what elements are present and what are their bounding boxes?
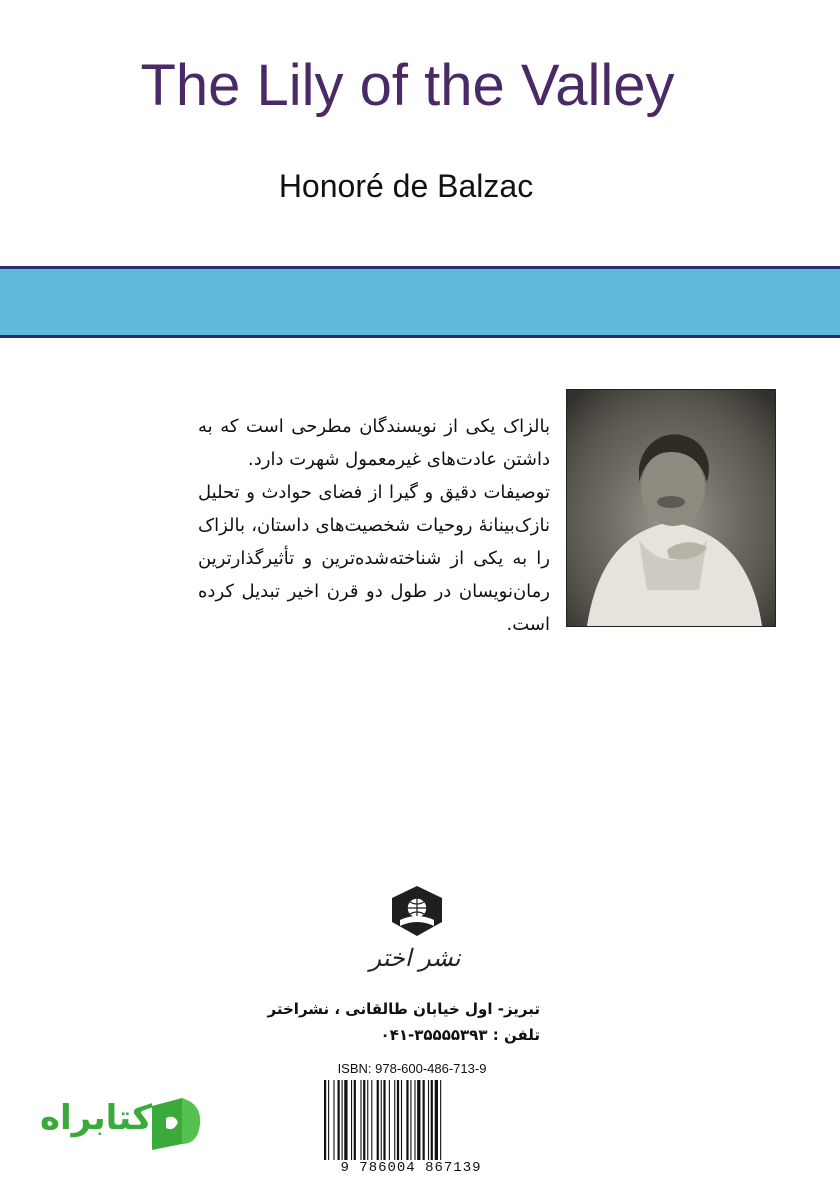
publisher-address: تبریز- اول خیابان طالقانی ، نشراختر (267, 1000, 540, 1018)
barcode-bar (435, 1080, 438, 1160)
barcode-bar (344, 1080, 347, 1160)
barcode-bar (354, 1080, 356, 1160)
barcode-bar (406, 1080, 408, 1160)
isbn-label: ISBN: 978-600-486-713-9 (337, 1061, 487, 1076)
barcode-bar (333, 1080, 334, 1160)
barcode-bar (423, 1080, 425, 1160)
book-author: Honoré de Balzac (278, 168, 534, 204)
barcode-bar (414, 1080, 415, 1160)
barcode-bar (401, 1080, 402, 1160)
barcode-bar (389, 1080, 390, 1160)
book-description (198, 410, 550, 641)
barcode-bar (338, 1080, 340, 1160)
author-portrait (566, 389, 776, 627)
barcode-bar (371, 1080, 372, 1160)
barcode-bar (417, 1080, 420, 1160)
barcode-bar (328, 1080, 329, 1160)
description-paragraph-1: بالزاک یکی از نویسندگان مطرحی است که به داشتن عادت‌های غیرمعمول شهرت دارد. (198, 416, 550, 470)
ketabrah-logo-icon (146, 1094, 204, 1152)
barcode-bar (342, 1080, 343, 1160)
barcode-bar (351, 1080, 352, 1160)
barcode-bar (377, 1080, 379, 1160)
barcode-bar (431, 1080, 433, 1160)
book-globe-emblem-icon (390, 884, 444, 938)
description-paragraph-2: توصیفات دقیق و گیرا از فضای حوادث و تحلیل نازک‌بینانهٔ روحیات شخصیت‌های داستان، بالزاک را به یکی از شناخته‌شده‌ترین و تأثیرگذارترین رمان‌نویسان در طول دو قرن اخیر تبدیل کرده است. (198, 482, 550, 635)
barcode-bar (367, 1080, 368, 1160)
barcode (322, 1080, 500, 1160)
barcode-bar (363, 1080, 365, 1160)
book-title: The Lily of the Valley (140, 53, 675, 118)
barcode-bar (394, 1080, 395, 1160)
publisher-contact (250, 996, 540, 1048)
barcode-bar (397, 1080, 399, 1160)
barcode-bar (324, 1080, 326, 1160)
barcode-bar (410, 1080, 411, 1160)
barcode-bar (428, 1080, 429, 1160)
barcode-bar (383, 1080, 385, 1160)
barcode-bar (381, 1080, 382, 1160)
decorative-band (0, 266, 840, 338)
publisher-phone: تلفن : ۳۵۵۵۵۳۹۳-۰۴۱ (380, 1026, 540, 1044)
ketabrah-watermark (40, 1092, 208, 1156)
ketabrah-text: کتابراه (39, 1098, 152, 1138)
barcode-bar (440, 1080, 441, 1160)
barcode-digits: 9 786004 867139 (340, 1160, 482, 1176)
publisher-name: نشر اختر (369, 944, 461, 972)
barcode-bar (360, 1080, 361, 1160)
